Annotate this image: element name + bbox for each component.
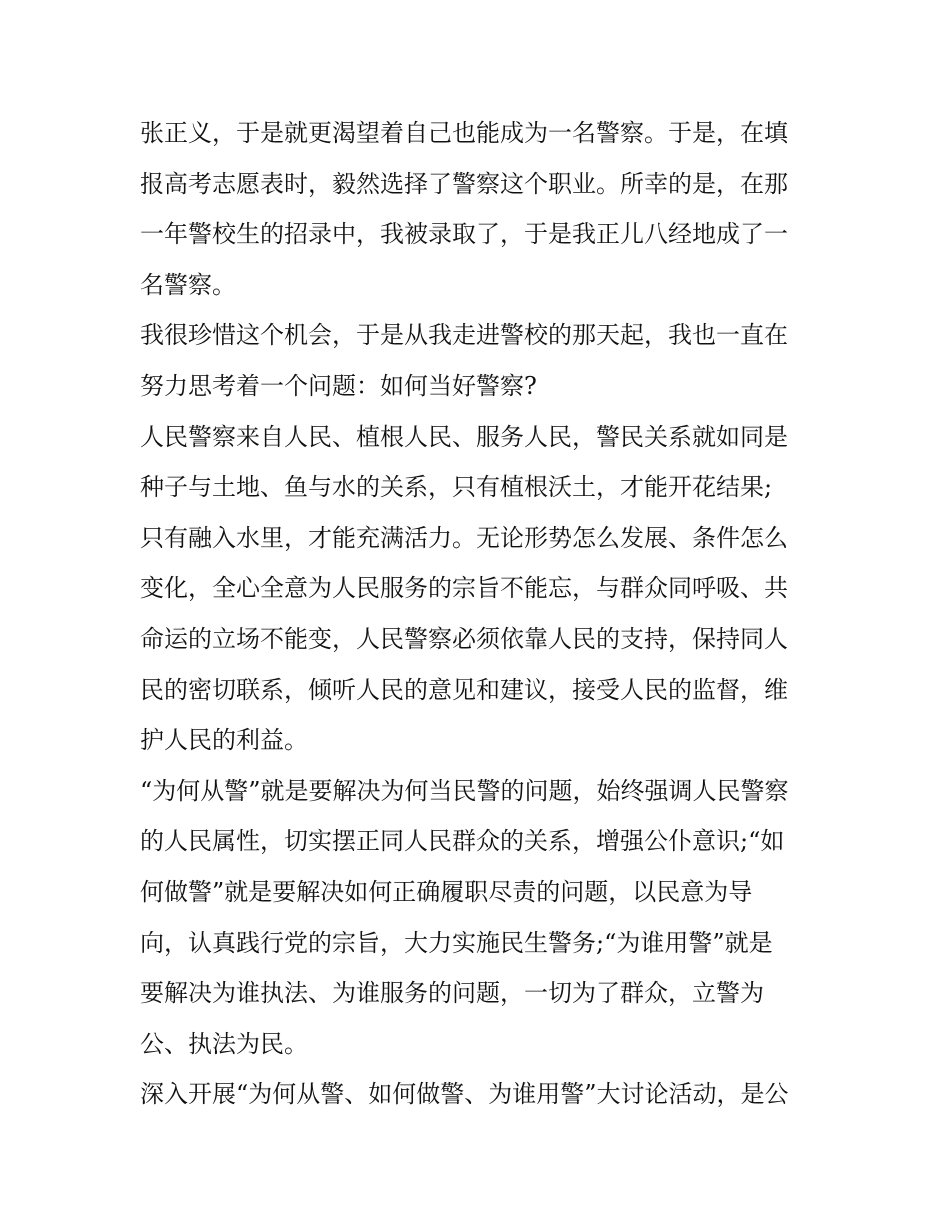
text-line: 向，认真践行党的宗旨，大力实施民生警务;“为谁用警”就是 [140, 928, 773, 957]
text-line: 报高考志愿表时，毅然选择了警察这个职业。所幸的是，在那 [140, 169, 788, 198]
paragraph [140, 1069, 820, 1120]
text-line: 命运的立场不能变，人民警察必须依靠人民的支持，保持同人 [140, 624, 788, 653]
text-line: “为何从警”就是要解决为何当民警的问题，始终强调人民警察 [140, 776, 789, 805]
paragraph [140, 766, 820, 1070]
text-line: 我很珍惜这个机会，于是从我走进警校的那天起，我也一直在 [140, 321, 788, 350]
text-line: 深入开展“为何从警、如何做警、为谁用警”大讨论活动，是公 [140, 1080, 789, 1109]
text-line: 护人民的利益。 [140, 726, 308, 755]
paragraph [140, 310, 820, 411]
text-line: 公、执法为民。 [140, 1029, 308, 1058]
text-line: 努力思考着一个问题：如何当好警察? [140, 371, 537, 400]
paragraph [140, 108, 820, 310]
text-line: 一年警校生的招录中，我被录取了，于是我正儿八经地成了一 [140, 220, 788, 249]
paragraph [140, 412, 820, 766]
text-line: 人民警察来自人民、植根人民、服务人民，警民关系就如同是 [140, 422, 788, 451]
text-line: 何做警”就是要解决如何正确履职尽责的问题，以民意为导 [140, 877, 753, 906]
text-line: 变化，全心全意为人民服务的宗旨不能忘，与群众同呼吸、共 [140, 574, 788, 603]
text-line: 的人民属性，切实摆正同人民群众的关系，增强公仆意识;“如 [140, 827, 785, 856]
text-line: 要解决为谁执法、为谁服务的问题，一切为了群众，立警为 [140, 979, 764, 1008]
text-line: 种子与土地、鱼与水的关系，只有植根沃土，才能开花结果; [140, 473, 773, 502]
text-line: 名警察。 [140, 270, 236, 299]
text-line: 只有融入水里，才能充满活力。无论形势怎么发展、条件怎么 [140, 523, 788, 552]
text-line: 张正义，于是就更渴望着自己也能成为一名警察。于是，在填 [140, 119, 788, 147]
document-body [140, 108, 820, 1120]
text-line: 民的密切联系，倾听人民的意见和建议，接受人民的监督，维 [140, 675, 788, 704]
